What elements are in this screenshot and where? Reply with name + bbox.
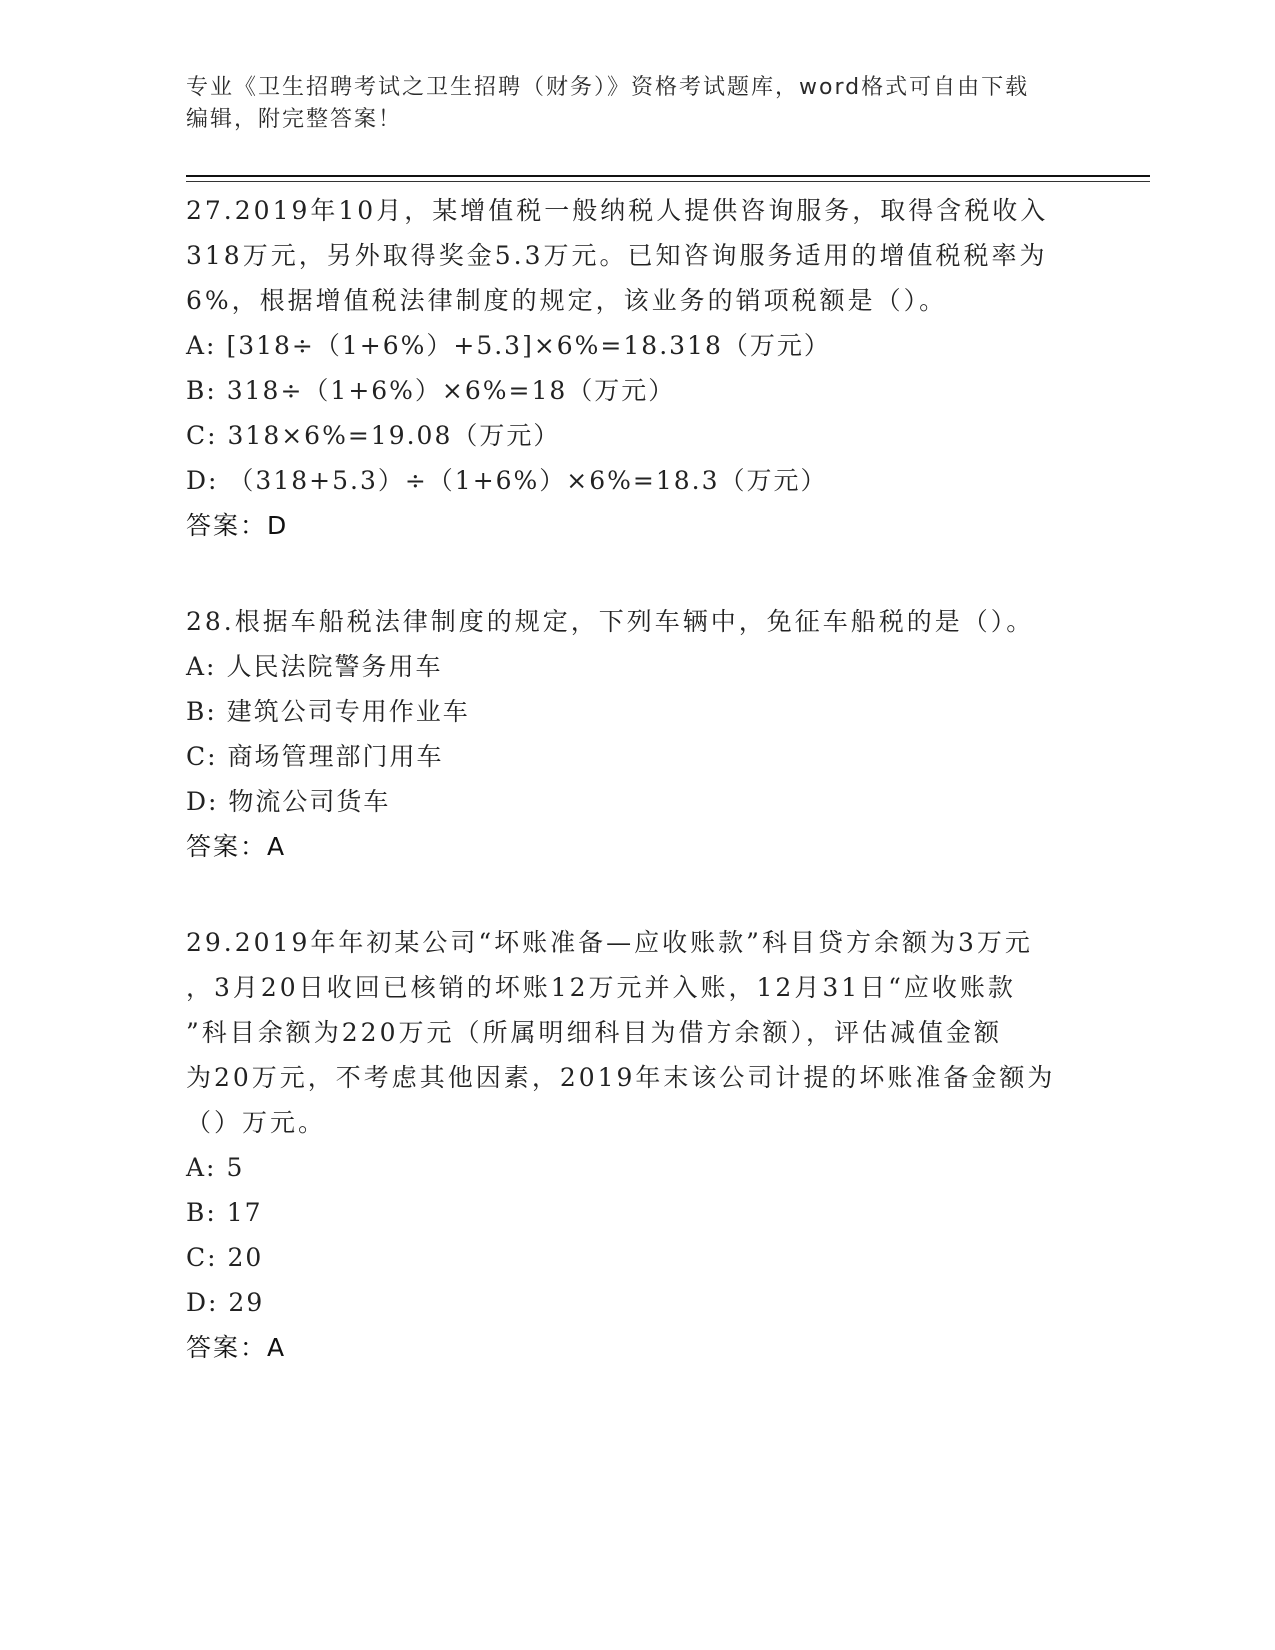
- question-stem: 28.根据车船税法律制度的规定，下列车辆中，免征车船税的是（）。: [186, 607, 1035, 636]
- answer-line: 答案：A: [186, 1333, 287, 1362]
- header-divider-thick: [186, 175, 1150, 177]
- option-key: A:: [186, 1153, 217, 1182]
- option-b: [186, 1190, 1086, 1235]
- option-text: 20: [227, 1243, 264, 1272]
- option-key: A:: [186, 652, 217, 681]
- option-text: 17: [226, 1198, 263, 1227]
- option-text: 物流公司货车: [228, 787, 391, 816]
- option-text: [318÷（1+6%）+5.3]×6%=18.318（万元）: [226, 331, 831, 360]
- question-27: [186, 188, 1086, 548]
- option-c: [186, 413, 1086, 458]
- option-a: [186, 323, 1086, 368]
- option-key: B:: [186, 697, 217, 726]
- option-key: B:: [186, 376, 217, 405]
- question-stem: 29.2019年年初某公司“坏账准备—应收账款”科目贷方余额为3万元 ，3月20日收回已核销的坏账12万元并入账，12月31日“应收账款 ”科目余额为220万元（所属明细科目为借方余额），评估减值金额 为20万元，不考虑其他因素，2019年末该公司计提的坏账准备金额为 （）万元。: [186, 928, 1056, 1137]
- header-line-1: 专业《卫生招聘考试之卫生招聘（财务）》资格考试题库，word格式可自由下载: [186, 75, 1030, 100]
- option-d: [186, 458, 1086, 503]
- option-key: C:: [186, 742, 218, 771]
- question-29: [186, 920, 1086, 1370]
- option-b: [186, 368, 1086, 413]
- option-text: 318÷（1+6%）×6%=18（万元）: [226, 376, 676, 405]
- option-text: 318×6%=19.08（万元）: [227, 421, 561, 450]
- question-stem: 27.2019年10月，某增值税一般纳税人提供咨询服务，取得含税收入 318万元，另外取得奖金5.3万元。已知咨询服务适用的增值税税率为 6%，根据增值税法律制度的规定，该业务的销项税额是（）。: [186, 196, 1049, 315]
- option-a: [186, 1145, 1086, 1190]
- option-c: [186, 1235, 1086, 1280]
- option-text: （318+5.3）÷（1+6%）×6%=18.3（万元）: [228, 466, 828, 495]
- option-d: [186, 1280, 1086, 1325]
- option-text: 人民法院警务用车: [226, 652, 443, 681]
- option-key: B:: [186, 1198, 217, 1227]
- answer-line: 答案：A: [186, 832, 287, 861]
- answer-line: 答案：D: [186, 511, 289, 540]
- option-text: 5: [226, 1153, 245, 1182]
- question-28: [186, 599, 1086, 869]
- option-a: [186, 644, 1086, 689]
- option-key: C:: [186, 1243, 218, 1272]
- question-list: [186, 188, 1086, 1421]
- option-b: [186, 689, 1086, 734]
- option-text: 商场管理部门用车: [227, 742, 444, 771]
- option-key: D:: [186, 787, 219, 816]
- document-header: [186, 72, 1086, 136]
- option-key: D:: [186, 466, 219, 495]
- header-divider-thin: [186, 181, 1150, 182]
- header-line-2: 编辑，附完整答案！: [186, 107, 403, 132]
- option-key: D:: [186, 1288, 219, 1317]
- option-text: 建筑公司专用作业车: [226, 697, 470, 726]
- option-key: A:: [186, 331, 217, 360]
- option-c: [186, 734, 1086, 779]
- option-d: [186, 779, 1086, 824]
- option-key: C:: [186, 421, 218, 450]
- option-text: 29: [228, 1288, 265, 1317]
